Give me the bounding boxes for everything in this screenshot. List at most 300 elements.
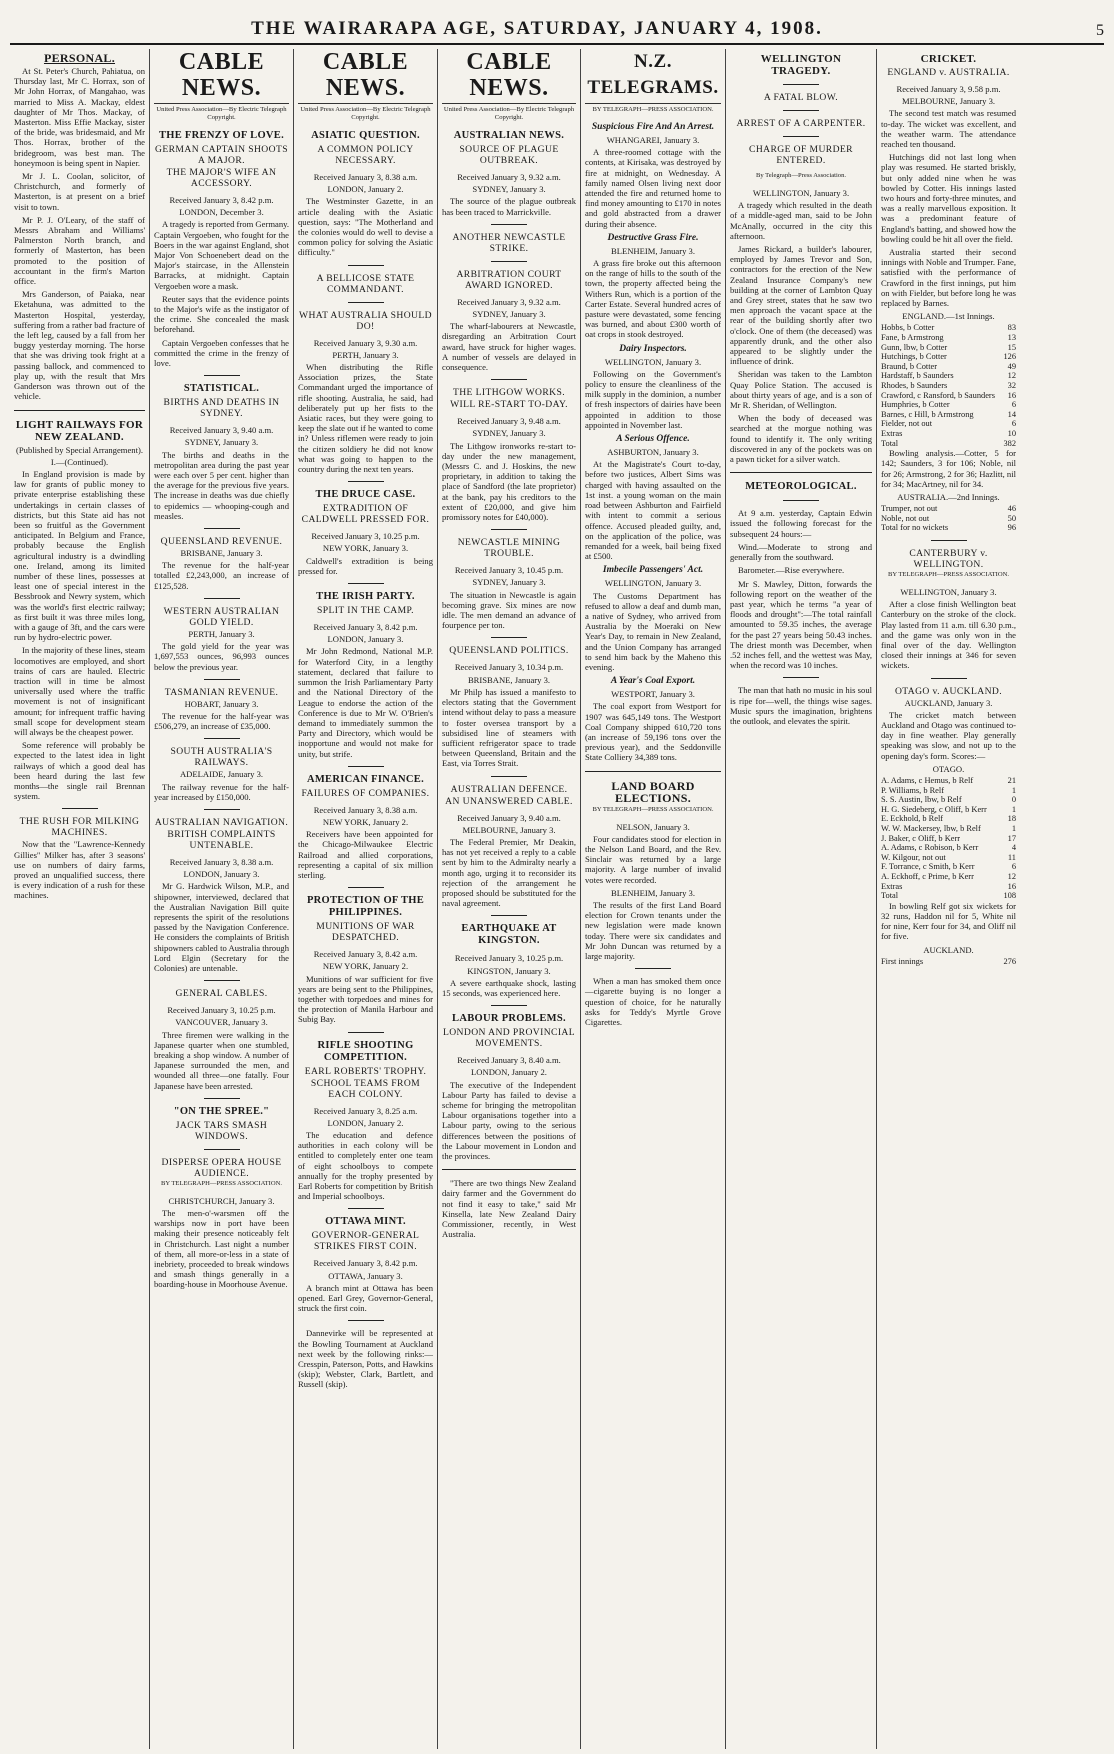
story-heading: Dairy Inspectors.	[619, 343, 687, 354]
story-heading: NEWCASTLE MINING TROUBLE.	[457, 537, 561, 560]
story-paragraph: The Customs Department has refused to allow a deaf and dumb man, a native of Sydney, who arrived from Australia by the Moeraki on New Year's Day, to remain in New Zealand, and the Union Company has arranged to send him back by the Maheno this evening.	[585, 590, 721, 672]
dateline: WELLINGTON, January 3.	[604, 356, 702, 367]
rail-paragraph: In England provision is made by law for grants of public money to private enterprise establishing these undertakings in certain classes of districts, but this State aid has not been so fruitful as the Government anticipated. In Belgium and France, probably because the English agricultural industry is a dwindling one. Ireland, among its limited number of these lines, possesses at least one of special interest in the Bessbrook and Newry system, which was the world's first electric railway; as first built it was three miles long, with a gauge of 3ft, and the cars were run by hydro-electric power.	[14, 468, 145, 643]
player-name: First innings	[881, 956, 924, 966]
player-score: 14	[1007, 409, 1016, 419]
story-paragraph: Sheridan was taken to the Lambton Quay Police Station. The accused is about thirty years of age, and is a son of Mr R. Sheridan, of Wellington.	[730, 369, 872, 411]
story-subheading: A BELLICOSE STATE COMMANDANT.	[316, 272, 415, 295]
story-subheading: THE MAJOR'S WIFE AN ACCESSORY.	[166, 167, 277, 189]
player-score: 382	[1003, 438, 1016, 448]
divider	[491, 224, 527, 225]
player-name: F. Torrance, c Smith, b Kerr	[881, 862, 975, 872]
score-row	[881, 410, 1016, 420]
dateline: SYDNEY, January 3.	[472, 309, 546, 320]
divider	[491, 637, 527, 638]
story-paragraph: A severe earthquake shock, lasting 15 seconds, was experienced here.	[442, 977, 576, 998]
copyright-line: United Press Association—By Electric Telegraph Copyright.	[300, 106, 431, 121]
divider	[783, 677, 819, 678]
received-line: Received January 3, 9.32 a.m.	[457, 296, 561, 307]
divider	[62, 808, 98, 809]
column-cable-1	[150, 49, 294, 1749]
story-paragraph: The men-o'-warsmen off the warships now in port have been making their presence noticeably felt in Christchurch. Last night a number of them, all more-or-less in a state of inebriety, proceeded to break windows and smash things generally in a boarding-house in Moorhouse Avenue.	[154, 1207, 289, 1290]
rail-continued: I.—(Continued).	[50, 456, 109, 467]
story-paragraph: A three-roomed cottage with the contents, at Kirisaka, was destroyed by fire at midnight, on Wednesday. A family named Olsen living next door attended the fire and returned home to find money amounting to £170 in notes and gold abstracted from a drawer during their absence.	[585, 147, 721, 229]
story-paragraph: Four candidates stood for election in the Nelson Land Board, and the Rev. Sinclair was returned by a large majority. A large number of invalid votes were recorded.	[585, 833, 721, 885]
player-score: 0	[1011, 795, 1016, 805]
received-line: Received January 3, 8.42 p.m.	[313, 622, 418, 633]
story-paragraph: The Lithgow ironworks re-start to-day under the new management, (Messrs C. and J. Hoskins, the new proprietary, in addition to taking the place of Sandford (the late proprietor) at the bank, pay his creditors to the extent of £20,000, and give him promissory notes for £40,000).	[442, 440, 576, 523]
received-line: Received January 3, 10.45 p.m.	[454, 565, 564, 576]
player-score: 1	[1011, 785, 1016, 795]
score-table-title: AUSTRALIA.—2nd Innings.	[897, 492, 1000, 502]
player-score: 10	[1007, 429, 1016, 438]
story-heading: CANTERBURY v. WELLINGTON.	[909, 547, 988, 570]
press-association-line: BY TELEGRAPH—PRESS ASSOCIATION.	[887, 570, 1010, 578]
score-row	[881, 352, 1016, 362]
column-personal	[10, 49, 150, 1749]
dateline: MELBOURNE, January 3.	[462, 824, 556, 835]
story-paragraph: The situation in Newcastle is again becoming grave. Six mines are now idle. The men demand an advance of fourpence per ton.	[442, 589, 576, 631]
dateline: BRISBANE, January 3.	[467, 674, 551, 685]
score-row	[881, 834, 1016, 844]
divider	[204, 679, 240, 680]
personal-paragraph: At St. Peter's Church, Pahiatua, on Thursday last, Mr C. Horrax, son of Mr John Horrax, of Mangahao, was married to Miss A. Mackay, eldest daughter of Mr Thos. Mackay, of Masterton. Miss Effie Mackay, sister of the bride, was bridesmaid, and Mr Thos. Horrax, brother of the bridegroom, was best man. The honeymoon is being spent in Napier.	[14, 66, 145, 168]
story-subheading: A COMMON POLICY NECESSARY.	[317, 144, 414, 166]
score-row	[881, 523, 1016, 533]
score-row	[881, 843, 1016, 853]
story-paragraph: The coal export from Westport for 1907 was 645,149 tons. The Westport Coal Company shipped 610,720 tons (an increase of 59,196 tons over the previous year), and the Seddonville State Colliery 34,389 tons.	[585, 701, 721, 763]
dateline: LONDON, January 2.	[327, 184, 404, 195]
score-row	[881, 891, 1016, 901]
press-association-line: BY TELEGRAPH—PRESS ASSOCIATION.	[160, 1179, 283, 1187]
divider	[491, 379, 527, 380]
personal-paragraph: Mrs Ganderson, of Paiaka, near Eketahuna, was admitted to the Masterton Hospital, yesterday, suffering from a rather bad fracture of the left leg, caused by a fall from her buggy yesterday morning. The horse that she was driving took fright at a passing ballock, and commenced to play up, with the result that Mrs Ganderson was thrown out of the vehicle.	[14, 289, 145, 402]
press-association-line: By Telegraph—Press Association.	[755, 172, 847, 179]
player-score: 18	[1007, 814, 1016, 824]
otago-score-table	[881, 776, 1016, 901]
story-paragraph: In bowling Relf got six wickets for 32 runs, Haddon nil for 5, White nil for nine, Kerr four for 34, and Oliff nil for five.	[881, 900, 1016, 942]
story-paragraph: Reuter says that the evidence points to the Major's wife as the instigator of the crime. She concealed the mask beforehand.	[154, 293, 289, 335]
story-paragraph: James Rickard, a builder's labourer, employed by James Trevor and Son, contractors for the erection of the New Zealand Insurance Company's new building at the corner of Lambton Quay and Grey street, states that he saw two men approach the vacant space at the rear of the building shortly after two o'clock. One of them (the deceased) was apparently drunk, and the other also appeared to be slightly under the influence of drink.	[730, 244, 872, 367]
story-subheading: EARL ROBERTS' TROPHY.	[304, 1065, 427, 1077]
story-subheading: LONDON AND PROVINCIAL MOVEMENTS.	[442, 1027, 576, 1050]
player-score: 1	[1011, 804, 1016, 814]
score-table-title: OTAGO.	[932, 763, 965, 774]
story-heading: RIFLE SHOOTING COMPETITION.	[317, 1039, 414, 1063]
player-name: J. Baker, c Oliff, b Kerr	[881, 833, 961, 843]
story-heading: GENERAL CABLES.	[175, 988, 268, 1000]
player-name: Extras	[881, 429, 903, 438]
score-row	[881, 419, 1016, 429]
divider	[348, 1208, 384, 1209]
received-line: Received January 3, 8.42 p.m.	[169, 195, 274, 205]
divider	[204, 1098, 240, 1099]
story-subheading: SCHOOL TEAMS FROM EACH COLONY.	[310, 1077, 421, 1100]
received-line: Received January 3, 8.25 a.m.	[313, 1105, 418, 1116]
story-heading: LABOUR PROBLEMS.	[452, 1013, 566, 1025]
story-heading: AUSTRALIAN NAVIGATION.	[154, 816, 289, 828]
dateline: LONDON, January 3.	[183, 869, 260, 880]
dateline: KINGSTON, January 3.	[467, 965, 551, 976]
divider	[348, 766, 384, 767]
column-cricket	[877, 49, 1020, 1749]
score-row	[881, 805, 1016, 815]
press-association-line: BY TELEGRAPH—PRESS ASSOCIATION.	[592, 106, 714, 113]
story-heading: Destructive Grass Fire.	[607, 232, 699, 243]
personal-heading: PERSONAL.	[43, 51, 116, 65]
received-line: Received January 3, 9.32 a.m.	[457, 172, 561, 182]
story-heading: EARTHQUAKE AT KINGSTON.	[461, 923, 557, 947]
player-score: 21	[1007, 776, 1016, 786]
divider	[442, 1169, 576, 1170]
story-heading: ASIATIC QUESTION.	[311, 130, 420, 141]
divider	[585, 771, 721, 772]
column-cable-3	[438, 49, 581, 1749]
story-heading: Suspicious Fire And An Arrest.	[591, 122, 715, 132]
story-paragraph: Mr Philp has issued a manifesto to electors stating that the Government intend without delay to pass a measure to foster oversea transport by a subsidised line of steamers with sufficient refrigerator space to trade between Queensland, Britain and the East, via Torres Strait.	[442, 686, 576, 769]
story-paragraph: The Federal Premier, Mr Deakin, has not yet received a reply to a cable sent by him to the Admiralty nearly a month ago, urging it to reconsider its rejection of the arrangement he proposed should be substituted for the naval agreement.	[442, 836, 576, 909]
auckland-score-table	[881, 957, 1016, 967]
score-row	[881, 504, 1016, 514]
story-subheading: CHARGE OF MURDER ENTERED.	[749, 144, 853, 166]
dateline: WELLINGTON, January 3.	[900, 586, 997, 597]
divider	[783, 136, 819, 137]
story-paragraph: Hutchings did not last long when play was resumed. He started briskly, but only added nine when he was bowled by Cotter. His innings lasted two hours and forty-three minutes, and was a really marvellous exposition. It was a predominant feature of England's batting, and showed how the bowling could be hit all over the field.	[881, 152, 1016, 244]
divider	[783, 110, 819, 111]
score-row	[881, 514, 1016, 524]
player-name: Barnes, c Hill, b Armstrong	[881, 409, 974, 419]
divider	[491, 261, 527, 262]
story-heading: PROTECTION OF THE PHILIPPINES.	[306, 895, 425, 919]
player-name: Total for no wickets	[881, 523, 949, 533]
story-paragraph: A tragedy which resulted in the death of a middle-aged man, said to be John McAnally, occurred in the city this afternoon.	[730, 200, 872, 241]
player-score: 11	[1007, 852, 1016, 862]
story-paragraph: Receivers have been appointed for the Chicago-Milwaukee Electric Railroad and allied corporations, representing a capital of six million sterling.	[298, 829, 433, 880]
dateline: LONDON, December 3.	[179, 207, 264, 218]
rail-paragraph: Some reference will probably be expected to the latest idea in light railways of which a good deal has been heard during the last few months—the single rail Brennan system.	[14, 740, 145, 802]
dateline: SYDNEY, January 3.	[472, 428, 546, 439]
score-row	[881, 343, 1016, 353]
story-subheading: EXTRADITION OF CALDWELL PRESSED FOR.	[301, 503, 430, 526]
dateline: BLENHEIM, January 3.	[610, 245, 695, 256]
score-row	[881, 333, 1016, 343]
story-subheading: SPLIT IN THE CAMP.	[317, 605, 414, 617]
rail-heading: LIGHT RAILWAYS FOR NEW ZEALAND.	[15, 418, 144, 443]
received-line: Received January 3, 9.48 a.m.	[457, 416, 561, 427]
story-paragraph: A tragedy is reported from Germany. Captain Vergoeben, who fought for the Boers in the war against England, shot Major Von Schoenebert dead on the Major's staircase, in the Allenstein Barracks, at midnight. Captain Vergoeben wore a mask.	[154, 219, 289, 291]
divider	[491, 1005, 527, 1006]
story-paragraph: Following on the Government's policy to ensure the cleanliness of the milk supply in the dominion, a number of fresh inspectors of dairies have been appointed in addition to those appointed in November last.	[585, 368, 721, 430]
copyright-line: United Press Association—By Electric Telegraph Copyright.	[443, 106, 575, 121]
cable-news-heading: CABLE NEWS.	[298, 49, 433, 104]
story-subheading: SOURCE OF PLAGUE OUTBREAK.	[459, 144, 559, 166]
dateline: AUCKLAND, January 3.	[904, 697, 993, 708]
player-name: Braund, b Cotter	[881, 361, 938, 371]
dateline: VANCOUVER, January 3.	[175, 1017, 268, 1028]
story-subheading: ARREST OF A CARPENTER.	[736, 118, 866, 129]
player-name: A. Eckhoff, c Prime, b Kerr	[881, 871, 974, 881]
divider	[348, 265, 384, 266]
divider	[204, 980, 240, 981]
dateline: SYDNEY, January 3.	[472, 577, 546, 588]
score-row	[881, 853, 1016, 863]
player-score: 83	[1007, 323, 1016, 333]
story-subheading: BIRTHS AND DEATHS IN SYDNEY.	[163, 397, 280, 420]
story-paragraph: The wharf-labourers at Newcastle, disregarding an Arbitration Court award, have struck for higher wages. A number of vessels are delayed in consequence.	[442, 321, 576, 373]
player-score: 108	[1003, 891, 1016, 901]
player-score: 1	[1011, 824, 1016, 833]
story-paragraph: Munitions of war sufficient for five years are being sent to the Philippines, together with torpedoes and mines for the protection of Manila Harbour and Subig Bay.	[298, 973, 433, 1025]
divider	[348, 583, 384, 584]
story-heading: WESTERN AUSTRALIAN GOLD YIELD.	[163, 605, 280, 628]
story-paragraph: When a man has smoked them once—cigarette buying is no longer a question of choice, for he naturally asks for Teddy's Myrtle Grove Cigarettes.	[585, 976, 721, 1028]
divider	[204, 809, 240, 810]
column-nz-telegrams	[581, 49, 726, 1749]
story-heading: Imbecile Passengers' Act.	[602, 565, 704, 576]
dateline: BLENHEIM, January 3.	[610, 887, 695, 898]
player-score: 50	[1007, 513, 1016, 523]
story-paragraph: The cricket match between Auckland and Otago was continued to-day in fine weather. Play generally speaking was slow, and not up to the opening day's form. Scores:—	[881, 709, 1016, 761]
story-subheading: BRITISH COMPLAINTS UNTENABLE.	[167, 828, 276, 851]
player-name: Rhodes, b Saunders	[881, 381, 948, 391]
dateline: LONDON, January 2.	[327, 1117, 404, 1128]
divider	[204, 1149, 240, 1150]
player-score: 15	[1007, 342, 1016, 352]
story-heading: LAND BOARD ELECTIONS.	[611, 778, 695, 805]
story-paragraph: The revenue for the half-year was £506,279, an increase of £35,000.	[154, 710, 289, 732]
story-heading: SOUTH AUSTRALIA'S RAILWAYS.	[170, 746, 273, 769]
story-paragraph: Captain Vergoeben confesses that he committed the crime in the frenzy of love.	[154, 337, 289, 369]
story-heading: A Serious Offence.	[616, 434, 690, 445]
story-heading: METEOROLOGICAL.	[745, 481, 857, 493]
story-paragraph: When distributing the Rifle Association prizes, the State Commandant urged the importance of rifle shooting. Australia, he said, had deliberately put up her fists to the Asiatic races, but they were going to keep the slate out if he wanted to come in? Unless riflemen were ready to join the citizen soldiery he did not know what was going to happen to the country during the next ten years.	[298, 362, 433, 475]
score-row	[881, 882, 1016, 892]
dateline: PERTH, January 3.	[188, 628, 255, 639]
dateline: BRISBANE, January 3.	[180, 548, 263, 559]
dateline: NEW YORK, January 2.	[322, 961, 409, 972]
story-heading: THE LITHGOW WORKS.	[452, 387, 566, 399]
story-heading: WHAT AUSTRALIA SHOULD DO!	[299, 309, 432, 332]
player-name: E. Eckhold, b Relf	[881, 814, 944, 824]
story-paragraph: Wind.—Moderate to strong and generally from the southward.	[730, 541, 872, 563]
story-paragraph: The gold yield for the year was 1,697,553 ounces, 96,993 ounces below the previous year.	[154, 641, 289, 672]
player-name: W. Kilgour, not out	[881, 852, 946, 862]
player-name: Hobbs, b Cotter	[881, 323, 935, 333]
player-name: W. W. Mackersey, lbw, b Relf	[881, 824, 981, 833]
story-heading: QUEENSLAND REVENUE.	[160, 536, 283, 548]
player-name: P. Williams, b Relf	[881, 785, 945, 795]
received-line: Received January 3, 9.58 p.m.	[896, 84, 1001, 94]
story-heading: ANOTHER NEWCASTLE STRIKE.	[452, 231, 566, 254]
player-name: Humphries, b Cotter	[881, 400, 950, 410]
score-row	[881, 814, 1016, 824]
australia-score-table	[881, 504, 1016, 533]
player-score: 6	[1011, 419, 1016, 429]
player-name: Hardstaff, b Saunders	[881, 371, 954, 381]
dateline: MELBOURNE, January 3.	[901, 96, 996, 107]
player-name: Fielder, not out	[881, 419, 933, 429]
player-name: H. G. Siedeberg, c Oliff, b Kerr	[881, 804, 987, 814]
story-paragraph: After a close finish Wellington beat Canterbury on the stroke of the clock. Play lasted from 11 a.m. till 6.30 p.m., and the game was only won in the final over of the day. Wellington closed their innings at 346 for seven wickets.	[881, 599, 1016, 671]
player-score: 16	[1007, 390, 1016, 400]
rush-heading: THE RUSH FOR MILKING MACHINES.	[19, 816, 140, 839]
score-table-title: ENGLAND.—1st Innings.	[902, 311, 995, 322]
divider	[491, 529, 527, 530]
copyright-line: United Press Association—By Electric Telegraph Copyright.	[156, 106, 287, 121]
story-heading: TASMANIAN REVENUE.	[164, 686, 279, 698]
score-row	[881, 429, 1016, 439]
player-name: Extras	[881, 881, 903, 891]
score-row	[881, 824, 1016, 834]
cable-news-heading: CABLE NEWS.	[442, 49, 576, 104]
player-name: A. Adams, c Robison, b Kerr	[881, 843, 979, 853]
player-score: 12	[1007, 371, 1016, 381]
score-row	[881, 323, 1016, 333]
masthead	[10, 14, 1104, 45]
rail-subheading: (Published by Special Arrangement).	[16, 444, 143, 455]
score-row	[881, 786, 1016, 796]
player-name: Fane, b Armstrong	[881, 333, 944, 343]
cable-news-heading: CABLE NEWS.	[154, 49, 289, 104]
player-name: S. S. Austin, lbw, b Relf	[881, 795, 962, 805]
dateline: WELLINGTON, January 3.	[752, 188, 850, 198]
story-paragraph: The man that hath no music in his soul is ripe for—well, the things wise sages. Music spurs the imagination, brightens the outlook, and elevates the spirit.	[730, 685, 872, 726]
rush-paragraph: Now that the "Lawrence-Kennedy Gillies" Milker has, after 3 seasons' use on numbers of dairy farms, proved an unqualified success, there is every indication of a rush for these machines.	[14, 839, 145, 901]
story-subheading: JACK TARS SMASH WINDOWS.	[175, 1119, 268, 1142]
divider	[491, 776, 527, 777]
page-number: 5	[1096, 22, 1104, 39]
story-paragraph: Dannevirke will be represented at the Bowling Tournament at Auckland next week by the following rinks:—Cresspin, Paterson, Potts, and Hawkins (skip); Webster, Clark, Bartlett, and Russell (skip).	[298, 1328, 433, 1390]
story-paragraph: Mr G. Hardwick Wilson, M.P., and shipowner, interviewed, declared that the Australian Navigation Bill quite represents the spirit of the resolutions passed by the Navigation Conference. He considers the complaints of British shipowners cabled to Australia through Lord Elgin (Secretary for the Colonies) are untenable.	[154, 881, 289, 973]
story-subheading: WILL RE-START TO-DAY.	[450, 399, 568, 411]
dateline: LONDON, January 2.	[471, 1067, 547, 1078]
received-line: Received January 3, 8.42 a.m.	[313, 949, 418, 960]
column-cable-2	[294, 49, 438, 1749]
story-paragraph: The Westminster Gazette, in an article dealing with the Asiatic question, says: "The Motherland and the colonies would do well to devise a common policy for solving the Asiatic difficulty."	[298, 196, 433, 258]
player-score: 12	[1007, 871, 1016, 881]
divider	[204, 738, 240, 739]
story-heading: WELLINGTON TRAGEDY.	[760, 53, 842, 77]
player-score: 276	[1003, 956, 1016, 966]
dateline: HOBART, January 3.	[184, 698, 259, 709]
received-line: Received January 3, 10.25 p.m.	[167, 1005, 276, 1016]
player-score: 49	[1007, 361, 1016, 371]
personal-paragraph: Mr J. L. Coolan, solicitor, of Christchurch, and formerly of Masterton, is at present on a brief visit to town.	[14, 171, 145, 212]
divider	[348, 1320, 384, 1321]
received-line: Received January 3, 8.38 a.m.	[313, 804, 418, 815]
story-heading: "ON THE SPREE."	[173, 1105, 270, 1117]
story-subheading: FAILURES OF COMPANIES.	[301, 787, 430, 799]
score-row	[881, 872, 1016, 882]
story-heading: AUSTRALIAN NEWS.	[453, 130, 565, 141]
story-paragraph: Mr John Redmond, National M.P. for Waterford City, in a lengthy statement, declared that failure to summon the Irish Parliamentary Party and the National Directory of the League to endorse the action of the Conference is due to Mr W. O'Brien's demand to immediately summon the Party and Directory, which would be inopportune and would not make for unity, but strife.	[298, 646, 433, 759]
story-heading: QUEENSLAND POLITICS.	[449, 645, 569, 657]
story-heading: STATISTICAL.	[183, 383, 260, 395]
score-row	[881, 776, 1016, 786]
player-score: 96	[1007, 523, 1016, 533]
player-score: 4	[1011, 843, 1016, 853]
masthead-title: THE WAIRARAPA AGE, SATURDAY, JANUARY 4, 1908.	[251, 18, 823, 39]
received-line: Received January 3, 9.30 a.m.	[313, 337, 418, 348]
nz-telegrams-heading: N.Z. TELEGRAMS.	[585, 49, 721, 104]
story-subheading: A FATAL BLOW.	[763, 92, 839, 103]
story-subheading: MUNITIONS OF WAR DESPATCHED.	[316, 921, 415, 944]
received-line: Received January 3, 9.40 a.m.	[457, 812, 561, 823]
divider	[348, 302, 384, 303]
dateline: LONDON, January 3.	[327, 634, 404, 645]
story-paragraph: A branch mint at Ottawa has been opened. Earl Grey, Governor-General, struck the first coin.	[298, 1282, 433, 1314]
story-subheading: ENGLAND v. AUSTRALIA.	[887, 67, 1010, 78]
player-name: Total	[881, 438, 899, 448]
dateline: WESTPORT, January 3.	[611, 689, 695, 700]
player-name: Hutchings, b Cotter	[881, 352, 947, 362]
received-line: Received January 3, 10.25 p.m.	[311, 531, 420, 542]
player-score: 6	[1011, 400, 1016, 410]
score-row	[881, 400, 1016, 410]
story-heading: AUSTRALIAN DEFENCE.	[450, 783, 568, 795]
dateline: SYDNEY, January 3.	[184, 437, 259, 448]
story-heading: THE IRISH PARTY.	[316, 591, 415, 603]
divider	[204, 528, 240, 529]
rail-paragraph: In the majority of these lines, steam locomotives are employed, and short trains of cars are hauled. Electric traction will in time be almost universally used where the traffic movement is not of insignificant amount; for infrequent traffic having small scope for development steam will always be the cheapest power.	[14, 645, 145, 737]
player-name: Gunn, lbw, b Cotter	[881, 342, 948, 352]
divider	[783, 84, 819, 85]
divider	[783, 500, 819, 501]
player-name: Noble, not out	[881, 513, 930, 523]
score-row	[881, 957, 1016, 967]
score-row	[881, 362, 1016, 372]
story-paragraph: At 9 a.m. yesterday, Captain Edwin issued the following forecast for the subsequent 24 hours:—	[730, 508, 872, 539]
story-paragraph: Caldwell's extradition is being pressed for.	[298, 555, 433, 576]
divider	[491, 915, 527, 916]
dateline: OTTAWA, January 3.	[328, 1270, 403, 1281]
divider	[348, 1032, 384, 1033]
story-paragraph: When the body of deceased was searched at the morgue nothing was found to identify it. The only writing discovered in any of the pockets was on a pawn ticket for a silver watch.	[730, 413, 872, 465]
player-name: Crawford, c Ransford, b Saunders	[881, 390, 995, 400]
dateline: WELLINGTON, January 3.	[604, 578, 702, 589]
dateline: NELSON, January 3.	[616, 821, 690, 832]
story-paragraph: A grass fire broke out this afternoon on the range of hills to the south of the town, the property affected being the Withers Run, which is a portion of the Carter Estate. Several hundred acres of pasture were devastated, some fencing was burned, and about £300 worth of oat crops in stook destroyed.	[585, 258, 721, 340]
player-score: 13	[1007, 333, 1016, 343]
story-paragraph: At the Magistrate's Court to-day, before two justices, Albert Sims was charged with having assaulted on the 1st inst. a young woman on the main road between Ashburton and Fairfield with intent to commit a serious offence. Accused pleaded guilty, and, on the application of the police, was remanded for a week, bail being fixed at £500.	[585, 459, 721, 562]
story-paragraph: The railway revenue for the half-year increased by £150,000.	[154, 781, 289, 802]
story-subheading: ARBITRATION COURT AWARD IGNORED.	[456, 268, 562, 291]
score-row	[881, 795, 1016, 805]
divider	[348, 481, 384, 482]
player-score: 32	[1007, 381, 1016, 391]
player-name: Trumper, not out	[881, 504, 938, 514]
divider	[730, 472, 872, 473]
divider	[204, 375, 240, 376]
player-name: A. Adams, c Hemus, b Relf	[881, 776, 974, 786]
divider	[931, 540, 967, 541]
columns	[10, 49, 1104, 1749]
personal-paragraph: Mr P. J. O'Leary, of the staff of Messrs Abraham and Williams' Palmerston North branch, and formerly of Masterton, has been promoted to the position of accountant in the firm's Marton office.	[14, 214, 145, 287]
england-score-table	[881, 323, 1016, 448]
story-paragraph: Bowling analysis.—Cotter, 5 for 142; Saunders, 3 for 106; Noble, nil for 26; Armstrong, 2 for 36; Hazlitt, nil for 34; MacArtney, nil for 34.	[881, 448, 1016, 489]
story-heading: AMERICAN FINANCE.	[306, 773, 425, 785]
story-paragraph: Barometer.—Rise everywhere.	[738, 565, 845, 576]
player-score: 126	[1003, 352, 1016, 362]
divider	[635, 968, 671, 969]
dateline: NEW YORK, January 2.	[322, 816, 409, 827]
score-table-title: AUCKLAND.	[923, 944, 974, 955]
story-heading: OTTAWA MINT.	[325, 1216, 406, 1228]
score-row	[881, 862, 1016, 872]
dateline: NEW YORK, January 3.	[322, 543, 409, 554]
divider	[931, 678, 967, 679]
story-heading: A Year's Coal Export.	[610, 676, 696, 687]
